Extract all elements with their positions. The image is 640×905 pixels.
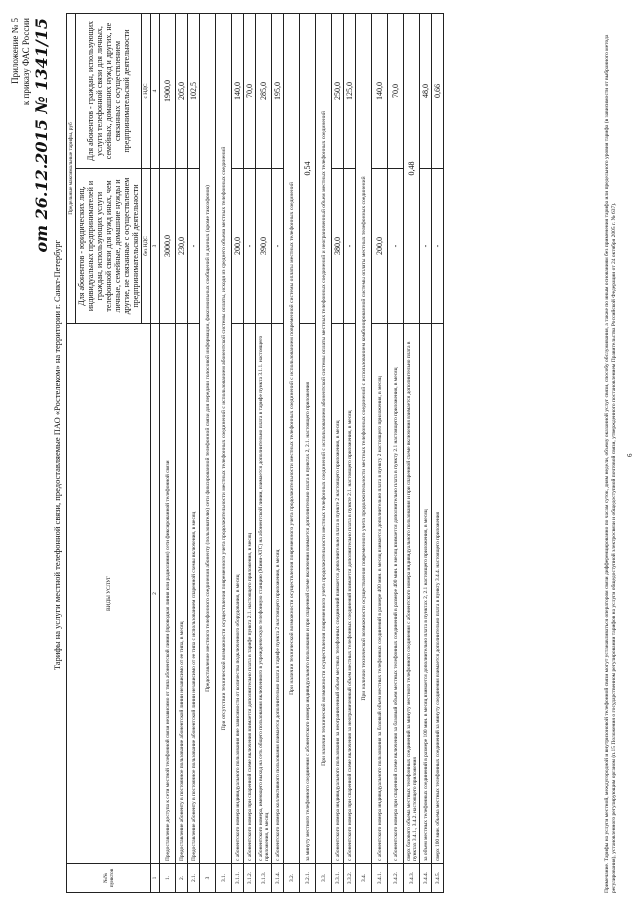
table-row: 3.3.1. с абонентского номера индивидуального пользования за неограниченный объем местных телефонных соединений взимается дополнительно плата в пункте 2 настоящего приложения, в месяц 380,0 250,0 <box>332 14 344 893</box>
table-row: 3.1.3. с абонентского номера, имеющего выход на сеть общего пользования включенного в учрежденческую телефонную станцию (Mини-АТС) на абонентской линии, взимается дополнительно плата в тарифе пункта 3.1.1. настоящего приложения, в месяц 390,0 285,0 <box>256 14 272 893</box>
tariff-table <box>66 13 444 893</box>
table-row: 3.4.2. с абонентского номера при спаренной схеме включения за базовый объем местных телефонных соединений в размере 400 мин. в месяц взимается дополнительно плата в пункту 2.1 настоящего приложения, в месяц - 70,0 <box>388 14 404 893</box>
index-cell: 4 <box>151 14 160 169</box>
table-row: 1. Предоставление доступа к сети местной телефонной связи независимо от типа абонентской линии (проводная линия или радиолиния) сети фиксированной телефонной связи 3000,0 1900,0 <box>160 14 176 893</box>
appendix-label: Приложение № 5 <box>10 18 20 84</box>
header-block <box>10 18 51 253</box>
merged-value: 0,54 <box>300 14 316 324</box>
col-svc-header: ВИДЫ УСЛУГ <box>67 324 151 864</box>
table-row: 3.4.5. сверх 100 мин. объема местных телефонных соединений за минуту соединения взимается дополнительно плата в пункту 3.4.4. настоящего приложения - 0,66 <box>432 14 444 893</box>
section-row: 3 Предоставление местного телефонного соединения абоненту (пользователю) сети фиксированной телефонной связи для передачи голосовой информации, факсимильных сообщений и данных (кроме таксофонов) <box>200 14 216 893</box>
table-row: 2.1. Предоставление абоненту в постоянное пользование абонентской линии независимо от ее типа с использованием спаренной схемы включения, в месяц - 102,5 <box>188 14 200 893</box>
index-cell: 2 <box>151 324 160 864</box>
col-a-header: Для абонентов - юридических лиц, индивидуальных предпринимателей и граждан, использующих услуги телефонной связи для нужд иных, чем личные, семейные, домашние нужды и другие, не связанные с осуществлением предпринимательской деятельности <box>76 169 142 324</box>
index-cell: 3 <box>151 169 160 324</box>
col-num-header: №№ пунктов <box>67 864 151 893</box>
section-row: 3.3. При наличии технической возможности осуществления повременного учета продолжительности местных телефонных соединений с использованием абонентской системы оплаты местных телефонных соединений и неограниченный объем местных телефонных соединений <box>316 14 332 893</box>
table-row: 3.1.4. с абонентского номера коллективного пользования взимается дополнительно плата в тарифе пункта 2 настоящего приложения, в месяц - 195,0 <box>272 14 284 893</box>
index-cell: 1 <box>151 864 160 893</box>
document-title: Тарифы на услуги местной телефонной связи, предоставляемые ПАО «Ростелеком» на территории г. Санкт-Петербург <box>52 239 62 671</box>
table-row: 3.4.1. с абонентского номера индивидуального пользования за базовый объем местных телефонных соединений в размере 400 мин. в месяц взимается дополнительно плата в пункту 2 настоящего приложения, в месяц 200,0 140,0 <box>372 14 388 893</box>
table-row: 3.1.1. с абонентского номера индивидуального пользования вне зависимости от количества подключенного оборудования, в месяц 200,0 140,0 <box>232 14 244 893</box>
section-row: 3.2. При наличии технической возможности осуществления повременного учета продолжительности местных телефонных соединений с использованием повременной системы оплаты местных телефонных соединений <box>284 14 300 893</box>
section-row: 3.4. При наличии технической возможности осуществления повременного учета продолжительности местных телефонных соединений с использованием комбинированной системы оплаты местных телефонных соединений <box>356 14 372 893</box>
table-row: 2. Предоставление абоненту в постоянное пользование абонентской линии независимо от ее типа, в месяц 230,0 205,0 <box>176 14 188 893</box>
order-number: от 26.12.2015 № 1341/15 <box>31 18 51 253</box>
table-row: 3.1.2. с абонентского номера при спаренной схеме включения взимается дополнительно плата в тарифе пункта 2.1. настоящего приложения, в месяц - 70,0 <box>244 14 256 893</box>
table-row: 3.4.4. за объем местных телефонных соединений в размере 100 мин. в месяц взимается дополнительно плата в пунктах 2, 2.1 настоящего приложения, в месяц - 48,0 <box>420 14 432 893</box>
table-row: 3.2.1. за минуту местного телефонного соединения с абонентского номера индивидуального пользования и при спаренной схеме включения взимается дополнительно плата в пунктах 2, 2.1. настоящего приложения 0,54 <box>300 14 316 893</box>
order-to-label: к приказу ФАС России <box>20 18 31 106</box>
table-body <box>160 14 444 893</box>
footnote: Примечание. Тарифы на услуги местной, междугородной и внутризоновой телефонной связи могут устанавливаться оператором связи дифференцированно по часам суток, дням недели, объему оказанной услуг связи, способу обслуживания, а также по иным основаниям без применения тарифа или предельного уровня тарифа (в зависимости от выбранного метода регулирования), установленного регулирующим органом (п.15 Положения о государственном регулировании тарифов на услуги общедоступной электросвязи и общедоступной почтовой связи, утвержденного постановлением Правительства Российской Федерации от 24 октября 2005 г. № 637). <box>604 34 617 893</box>
table-row: 3.3.2. с абонентского номера при спаренной схеме включения за неограниченный объем местных телефонных соединений взимается дополнительно плата в пункте 2.1. настоящего приложения, в месяц - 125,0 <box>344 14 356 893</box>
page-number: 6 <box>626 453 634 457</box>
col-b-header: Для абонентов - граждан, использующих услуги телефонной связи для личных, семейных, домашних нужд и других, не связанных с осуществлением предпринимательской деятельности <box>76 14 142 169</box>
section-row: 3.1. При отсутствии технической возможности осуществления повременного учета продолжительности местных телефонных соединений с использованием абонентской системы оплаты, исходя из среднего объема местных телефонных соединений <box>216 14 232 893</box>
table-row: 3.4.3. сверх базового объема местных телефонных соединений за минуту местного телефонного соединения с абонентского номера индивидуального пользования и при спаренной схеме включения взимается дополнительно плата в пунктах 3.4.1., 3.4.2. настоящего приложения 0,48 <box>404 14 420 893</box>
merged-value: 0,48 <box>404 14 420 324</box>
sub-b-header: с НДС <box>142 14 151 169</box>
col-tariffs-header: Предельные максимальные тарифы, руб <box>67 14 76 324</box>
sub-a-header: без НДС <box>142 169 151 324</box>
